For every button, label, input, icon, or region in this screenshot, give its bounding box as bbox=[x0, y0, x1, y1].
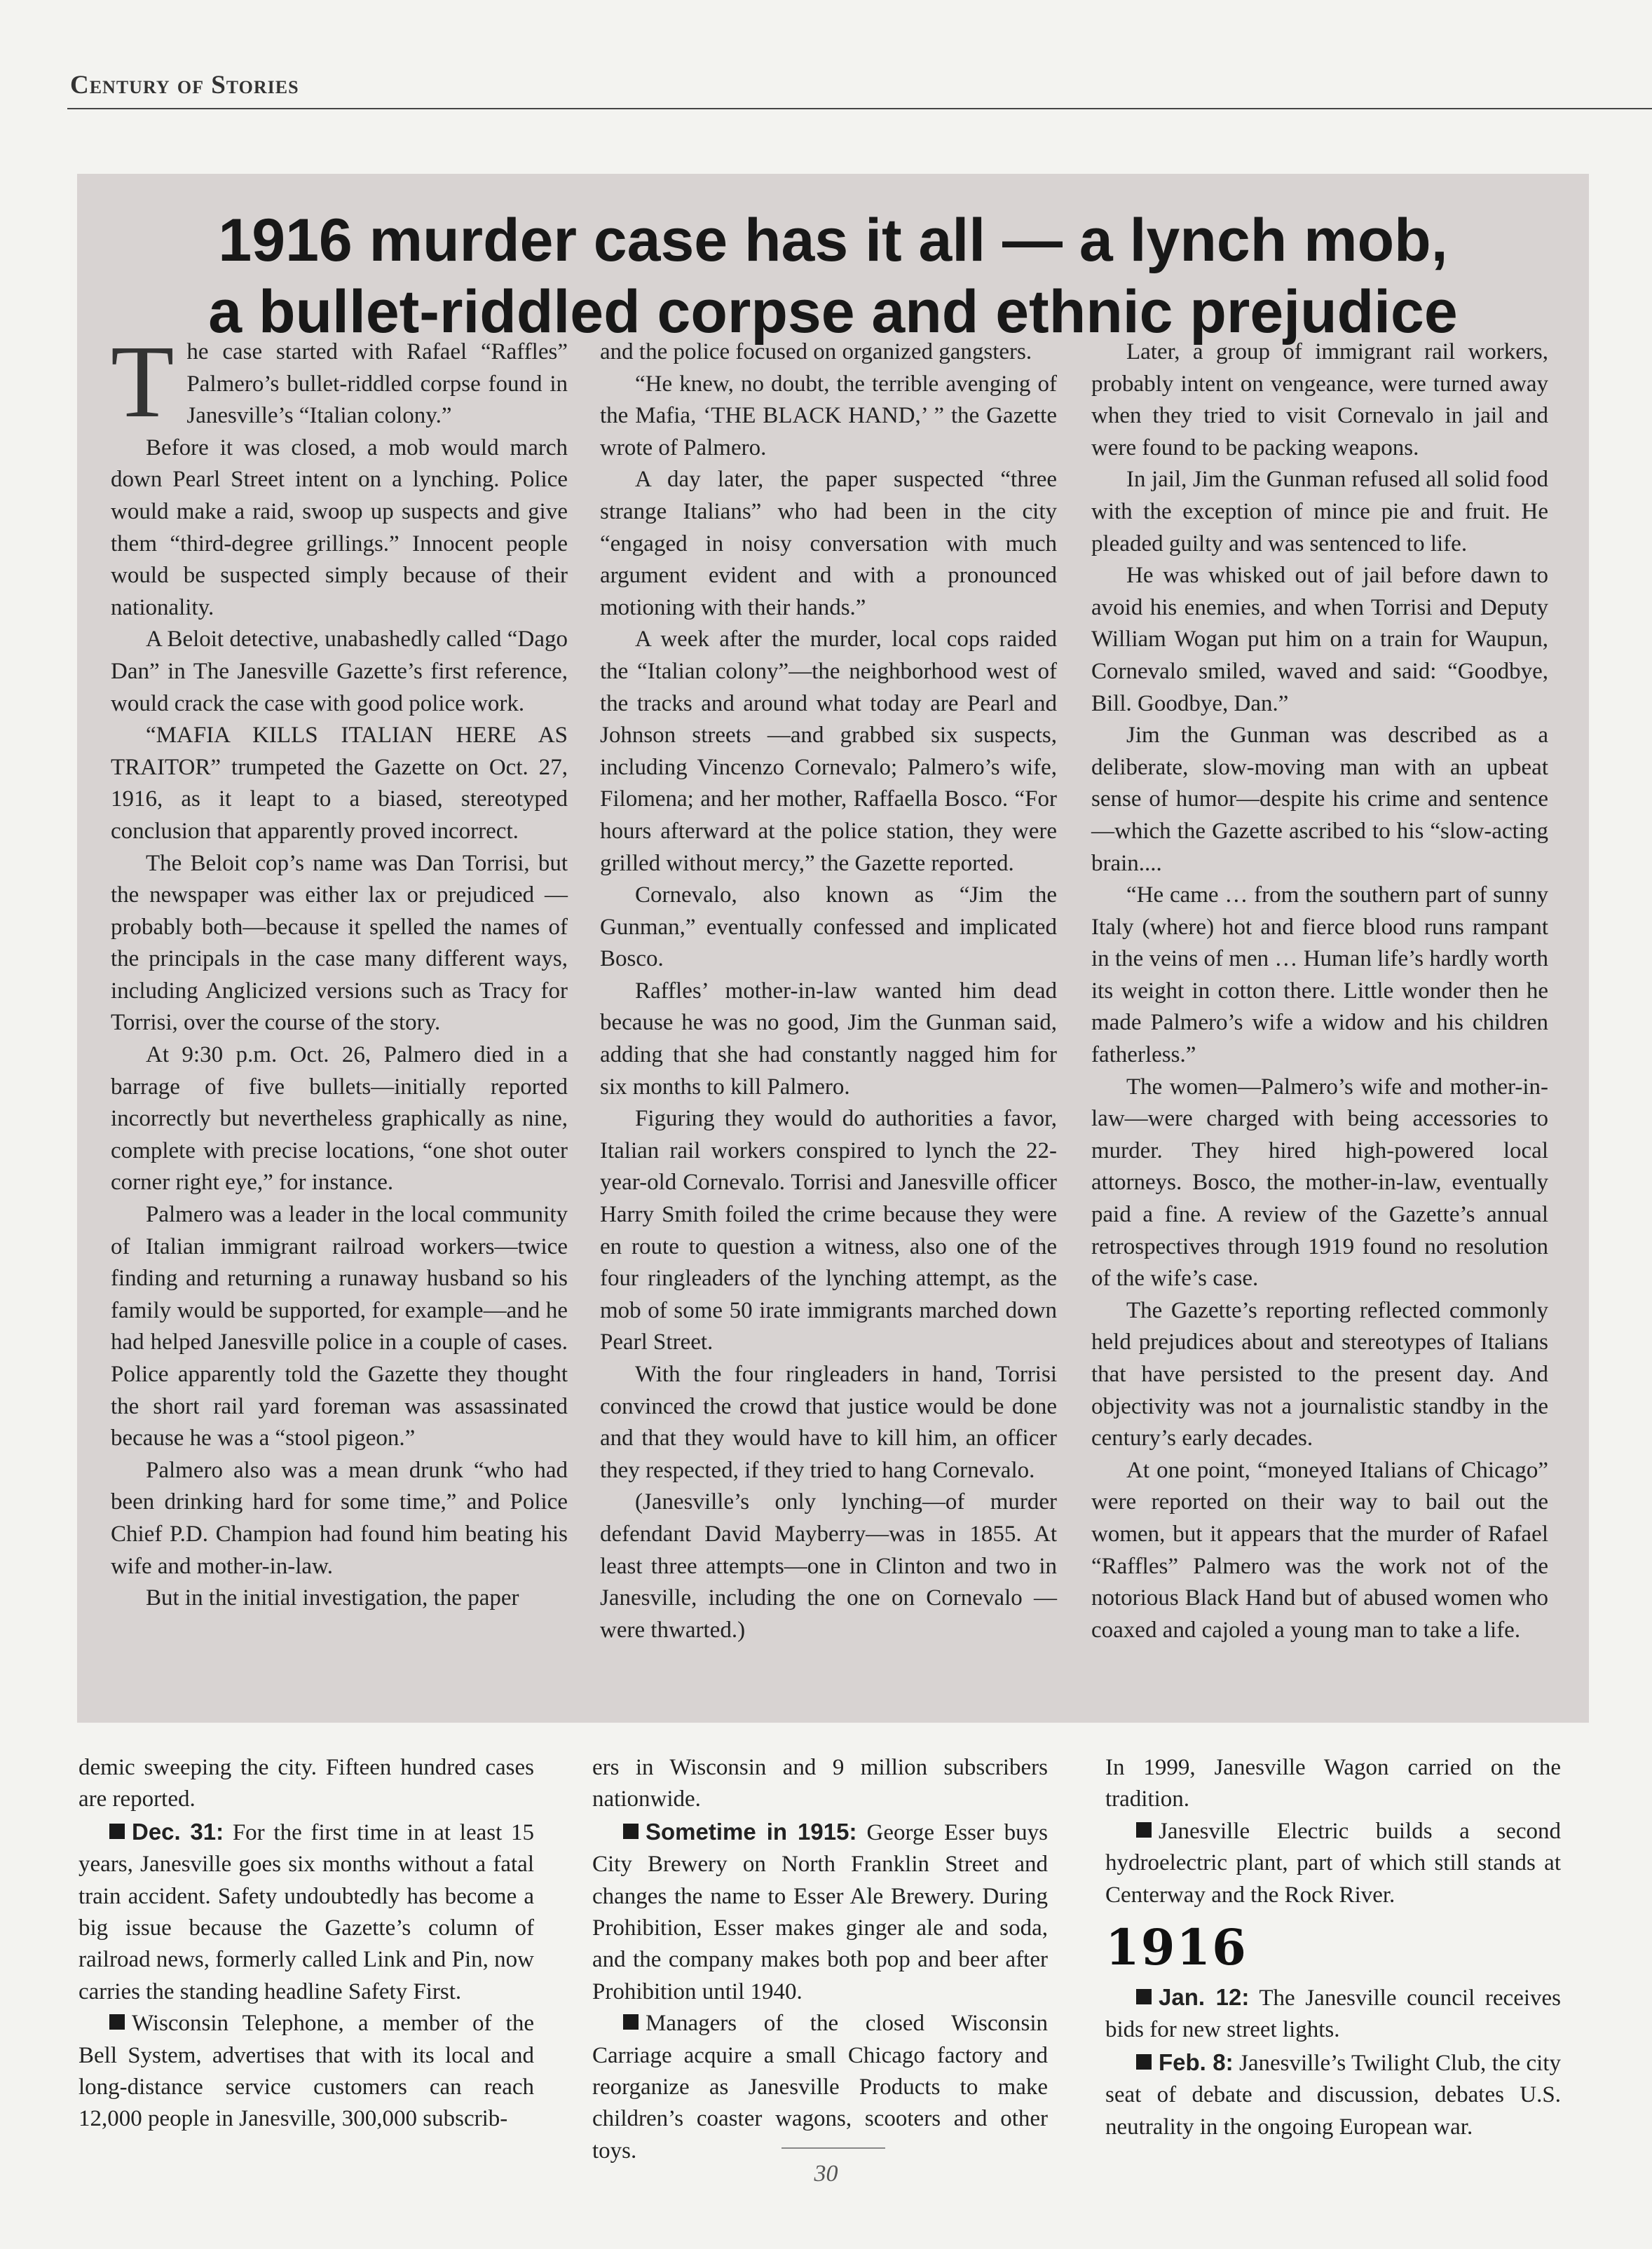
feature-story-box bbox=[77, 174, 1589, 1723]
story-paragraph: With the four ringleaders in hand, Torrisi convinced the crowd that justice would be done and that they would have to kill him, an officer they respected, if they tried to hang Cornevalo. bbox=[600, 1362, 1057, 1483]
story-column-2 bbox=[600, 336, 1057, 1646]
bullet-square-icon bbox=[109, 2014, 125, 2030]
story-paragraph: Before it was closed, a mob would march down Pearl Street intent on a lynching. Police would make a raid, swoop up suspects and give them “third-degree grillings.” Innocent people would be suspected simply because of their nationality. bbox=[111, 435, 568, 620]
timeline-entry: Sometime in 1915: George Esser buys City Brewery on North Franklin Street and changes the name to Esser Ale Brewery. During Prohibition, Esser makes ginger ale and soda, and the company makes both pop and beer after Prohibition until 1940. bbox=[592, 1818, 1049, 2004]
entry-date: Dec. 31: bbox=[132, 1818, 224, 1845]
story-paragraph: The case started with Rafael “Raffles” Palmero’s bullet-riddled corpse found in Janesville’s “Italian colony.” bbox=[111, 324, 568, 439]
timeline-entry: Dec. 31: For the first time in at least 15 years, Janesville goes six months without a fatal train accident. Safety undoubtedly has become a big issue because the Gazette’s column of railroad news, formerly called Link and Pin, now carries the standing headline Safety First. bbox=[78, 1818, 534, 2004]
running-head: Century of Stories bbox=[70, 71, 299, 100]
story-column-1 bbox=[111, 324, 568, 1615]
timeline-entry: Feb. 8: Janesville’s Twilight Club, the city seat of debate and discussion, debates U.S. neutrality in the ongoing European war. bbox=[1105, 2049, 1561, 2140]
bullet-square-icon bbox=[1136, 1822, 1152, 1838]
story-paragraph: But in the initial investigation, the paper bbox=[146, 1585, 519, 1611]
story-paragraph: and the police focused on organized gangsters. bbox=[600, 339, 1032, 364]
timeline-column-3 bbox=[1105, 1752, 1561, 2143]
bullet-square-icon bbox=[1136, 1989, 1152, 2004]
entry-date: Jan. 12: bbox=[1159, 1984, 1250, 2011]
timeline-paragraph: demic sweeping the city. Fifteen hundred cases are reported. bbox=[78, 1755, 534, 1812]
timeline-column-1 bbox=[78, 1752, 534, 2135]
story-paragraph: He was whisked out of jail before dawn to avoid his enemies, and when Torrisi and Deputy William Wogan put him on a train for Waupun, Cornevalo smiled, waved and said: “Goodbye, Bill. Goodbye, Dan.” bbox=[1091, 563, 1548, 716]
story-paragraph: A week after the murder, local cops raided the “Italian colony”—the neighborhood west of the tracks and around what today are Pearl and Johnson streets —and grabbed six suspects, including Vincenzo Cornevalo; Palmero’s wife, Filomena; and her mother, Raffaella Bosco. “For hours afterward at the police station, they were grilled without mercy,” the Gazette reported. bbox=[600, 627, 1057, 876]
story-paragraph: Raffles’ mother-in-law wanted him dead because he was no good, Jim the Gunman said, adding that she had constantly nagged him for six months to kill Palmero. bbox=[600, 978, 1057, 1100]
year-heading: 1916 bbox=[1105, 1918, 1248, 1977]
story-paragraph: “MAFIA KILLS ITALIAN HERE AS TRAITOR” trumpeted the Gazette on Oct. 27, 1916, as it leapt to a biased, stereotyped conclusion that apparently proved incorrect. bbox=[111, 723, 568, 844]
headline-line-1: 1916 murder case has it all — a lynch mob, bbox=[218, 207, 1448, 274]
timeline-column-2 bbox=[592, 1752, 1048, 2167]
story-paragraph: (Janesville’s only lynching—of murder defendant David Mayberry—was in 1855. At least three attempts—one in Clinton and two in Janesville, including the one on Cornevalo —were thwarted.) bbox=[600, 1489, 1057, 1643]
story-paragraph: Palmero also was a mean drunk “who had been drinking hard for some time,” and Police Chief P.D. Champion had found him beating his wife and mother-in-law. bbox=[111, 1457, 568, 1579]
timeline-paragraph: In 1999, Janesville Wagon carried on the tradition. bbox=[1105, 1755, 1561, 1812]
timeline-entry: Wisconsin Telephone, a member of the Bell System, advertises that with its local and long-distance service customers can reach 12,000 people in Janesville, 300,000 subscrib- bbox=[78, 2011, 534, 2132]
timeline-entry: Managers of the closed Wisconsin Carriage acquire a small Chicago factory and reorganize as Janesville Products to make children’s coaster wagons, scooters and other toys. bbox=[592, 2011, 1048, 2163]
story-paragraph: Later, a group of immigrant rail workers, probably intent on vengeance, were turned away when they tried to visit Cornevalo in jail and were found to be packing weapons. bbox=[1091, 339, 1548, 460]
story-paragraph: At 9:30 p.m. Oct. 26, Palmero died in a barrage of five bullets—initially reported incorrectly but nevertheless graphically as nine, complete with precise locations, “one shot outer corner right eye,” for instance. bbox=[111, 1042, 568, 1196]
timeline-entry: Janesville Electric builds a second hydroelectric plant, part of which still stands at Centerway and the Rock River. bbox=[1105, 1818, 1561, 1908]
story-paragraph: “He came … from the southern part of sunny Italy (where) hot and fierce blood runs rampant in the veins of men … Human life’s hardly worth its weight in cotton there. Little wonder then he made Palmero’s wife a widow and his children fatherless.” bbox=[1091, 882, 1548, 1068]
story-paragraph: “He knew, no doubt, the terrible avenging of the Mafia, ‘THE BLACK HAND,’ ” the Gazette wrote of Palmero. bbox=[600, 371, 1057, 460]
story-paragraph: The Beloit cop’s name was Dan Torrisi, but the newspaper was either lax or prejudiced —probably both—because it spelled the names of the principals in the case many different ways, including Anglicized versions such as Tracy for Torrisi, over the course of the story. bbox=[111, 850, 568, 1036]
story-paragraph: At one point, “moneyed Italians of Chicago” were reported on their way to bail out the women, but it appears that the murder of Rafael “Raffles” Palmero was the work not of the notorious Black Hand but of abused women who coaxed and cajoled a young man to take a life. bbox=[1091, 1457, 1548, 1643]
story-paragraph: The Gazette’s reporting reflected commonly held prejudices about and stereotypes of Italians that have persisted to the present day. And objectivity was not a journalistic standby in the century’s early decades. bbox=[1091, 1297, 1548, 1451]
entry-date: Feb. 8: bbox=[1159, 2049, 1234, 2075]
story-paragraph: Figuring they would do authorities a favor, Italian rail workers conspired to lynch the 22-year-old Cornevalo. Torrisi and Janesville officer Harry Smith foiled the crime because they were en route to question a witness, also one of the four ringleaders of the lynching attempt, as the mob of some 50 irate immigrants marched down Pearl Street. bbox=[600, 1106, 1057, 1355]
bullet-square-icon bbox=[623, 1824, 639, 1839]
page-number: 30 bbox=[814, 2161, 838, 2187]
drop-cap: T bbox=[111, 324, 175, 439]
bullet-square-icon bbox=[1136, 2054, 1152, 2070]
timeline-entry: Jan. 12: The Janesville council receives bids for new street lights. bbox=[1105, 1984, 1561, 2043]
story-paragraph: A Beloit detective, unabashedly called “Dago Dan” in The Janesville Gazette’s first reference, would crack the case with good police work. bbox=[111, 627, 568, 716]
story-paragraph: In jail, Jim the Gunman refused all solid food with the exception of mince pie and fruit. He pleaded guilty and was sentenced to life. bbox=[1091, 467, 1548, 556]
story-paragraph: Cornevalo, also known as “Jim the Gunman,” eventually confessed and implicated Bosco. bbox=[600, 882, 1057, 972]
bullet-square-icon bbox=[109, 1824, 125, 1839]
bullet-square-icon bbox=[623, 2014, 639, 2030]
story-column-3 bbox=[1091, 336, 1548, 1646]
story-paragraph: The women—Palmero’s wife and mother-in-law—were charged with being accessories to murder. They hired high-powered local attorneys. Bosco, the mother-in-law, eventually paid a fine. A review of the Gazette’s annual retrospectives through 1919 found no resolution of the wife’s case. bbox=[1091, 1074, 1548, 1292]
story-paragraph: A day later, the paper suspected “three strange Italians” who had been in the city “engaged in noisy conversation with much argument evident and with a pronounced motioning with their hands.” bbox=[600, 467, 1057, 620]
story-paragraph: Palmero was a leader in the local community of Italian immigrant railroad workers—twice finding and returning a runaway husband so his family would be supported, for example—and he had helped Janesville police in a couple of cases. Police apparently told the Gazette they thought the short rail yard foreman was assassinated because he was a “stool pigeon.” bbox=[111, 1202, 568, 1451]
folio-rule bbox=[781, 2147, 885, 2149]
entry-date: Sometime in 1915: bbox=[646, 1818, 857, 1845]
timeline-paragraph: ers in Wisconsin and 9 million subscribers nationwide. bbox=[592, 1755, 1048, 1812]
header-rule bbox=[67, 108, 1652, 109]
headline-line-2: a bullet-riddled corpse and ethnic prejudice bbox=[208, 278, 1458, 346]
story-paragraph: Jim the Gunman was described as a deliberate, slow-moving man with an upbeat sense of humor—despite his crime and sentence—which the Gazette ascribed to his “slow-acting brain.... bbox=[1091, 723, 1548, 876]
